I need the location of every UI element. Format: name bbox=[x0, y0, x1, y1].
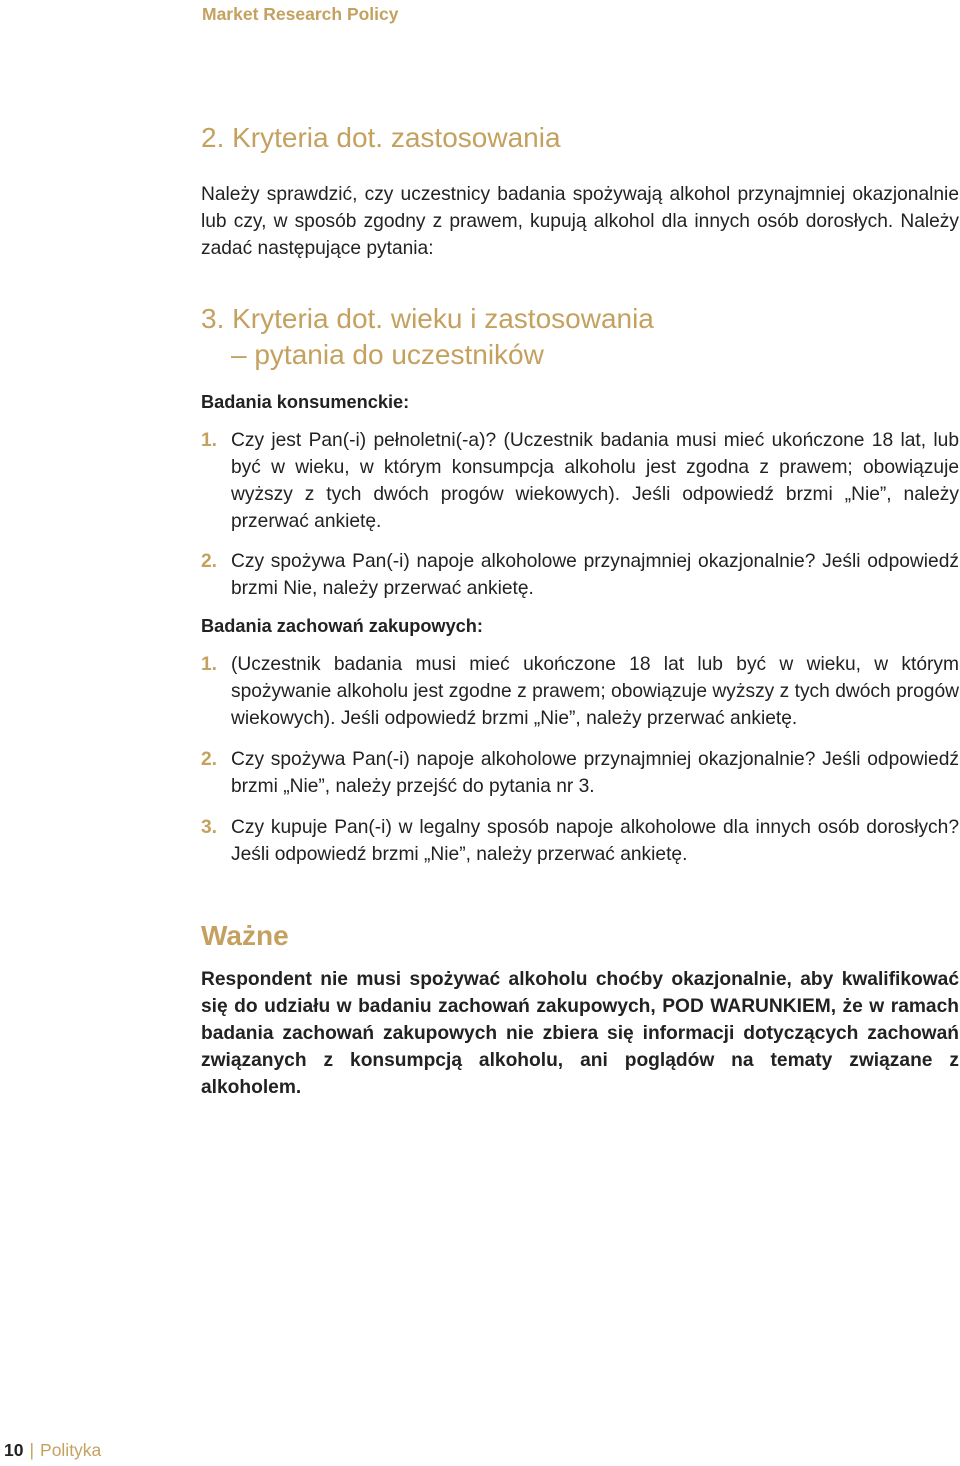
footer-label: Polityka bbox=[40, 1440, 102, 1460]
important-title: Ważne bbox=[201, 920, 289, 951]
item-number: 2. bbox=[201, 551, 218, 572]
purchase-research-heading: Badania zachowań zakupowych: bbox=[201, 616, 483, 636]
item-number: 2. bbox=[201, 749, 218, 770]
footer-separator: | bbox=[29, 1440, 35, 1460]
item-text: Czy spożywa Pan(-i) napoje alkoholowe przynajmniej okazjonalnie? Jeśli odpowiedź brzmi „Nie”, należy przejść do pytania nr 3. bbox=[231, 749, 959, 797]
purchase-question-3 bbox=[201, 814, 959, 868]
item-number: 3. bbox=[201, 817, 218, 838]
consumer-research-heading: Badania konsumenckie: bbox=[201, 392, 410, 412]
page-number: 10 bbox=[4, 1440, 24, 1460]
consumer-question-1 bbox=[201, 427, 959, 535]
important-text: Respondent nie musi spożywać alkoholu choćby okazjonalnie, aby kwalifikować się do udziału w badaniu zachowań zakupowych, POD WARUNKIEM, że w ramach badania zachowań zakupowych nie zbiera się informacji dotyczących zachowań związanych z konsumpcją alkoholu, ani poglądów na tematy związane z alkoholem. bbox=[201, 969, 959, 1098]
purchase-question-2 bbox=[201, 746, 959, 800]
page-footer bbox=[4, 1440, 101, 1461]
section-3-title: 3. Kryteria dot. wieku i zastosowania bbox=[201, 303, 654, 334]
section-2-title: 2. Kryteria dot. zastosowania bbox=[201, 122, 561, 153]
item-text: (Uczestnik badania musi mieć ukończone 18 lat lub być w wieku, w którym spożywanie alkoholu jest zgodne z prawem; obowiązuje wyższy z tych dwóch progów wiekowych). Jeśli odpowiedź brzmi „Nie”, należy przerwać ankietę. bbox=[231, 654, 959, 729]
item-text: Czy jest Pan(-i) pełnoletni(-a)? (Uczestnik badania musi mieć ukończone 18 lat, lub być w wieku, w którym konsumpcja alkoholu jest zgodna z prawem; obowiązuje wyższy z tych dwóch progów wiekowych). Jeśli odpowiedź brzmi „Nie”, należy przerwać ankietę. bbox=[231, 430, 959, 532]
page-content bbox=[201, 120, 959, 1101]
item-text: Czy spożywa Pan(-i) napoje alkoholowe przynajmniej okazjonalnie? Jeśli odpowiedź brzmi Nie, należy przerwać ankietę. bbox=[231, 551, 959, 599]
item-number: 1. bbox=[201, 654, 218, 675]
section-2-text: Należy sprawdzić, czy uczestnicy badania spożywają alkohol przynajmniej okazjonalnie lub czy, w sposób zgodny z prawem, kupują alkohol dla innych osób dorosłych. Należy zadać następujące pytania: bbox=[201, 184, 959, 259]
section-3-subtitle: – pytania do uczestników bbox=[231, 339, 544, 370]
running-header: Market Research Policy bbox=[202, 4, 399, 24]
item-number: 1. bbox=[201, 430, 218, 451]
item-text: Czy kupuje Pan(-i) w legalny sposób napoje alkoholowe dla innych osób dorosłych? Jeśli odpowiedź brzmi „Nie”, należy przerwać ankietę. bbox=[231, 817, 959, 865]
consumer-question-2 bbox=[201, 548, 959, 602]
purchase-question-1 bbox=[201, 651, 959, 732]
